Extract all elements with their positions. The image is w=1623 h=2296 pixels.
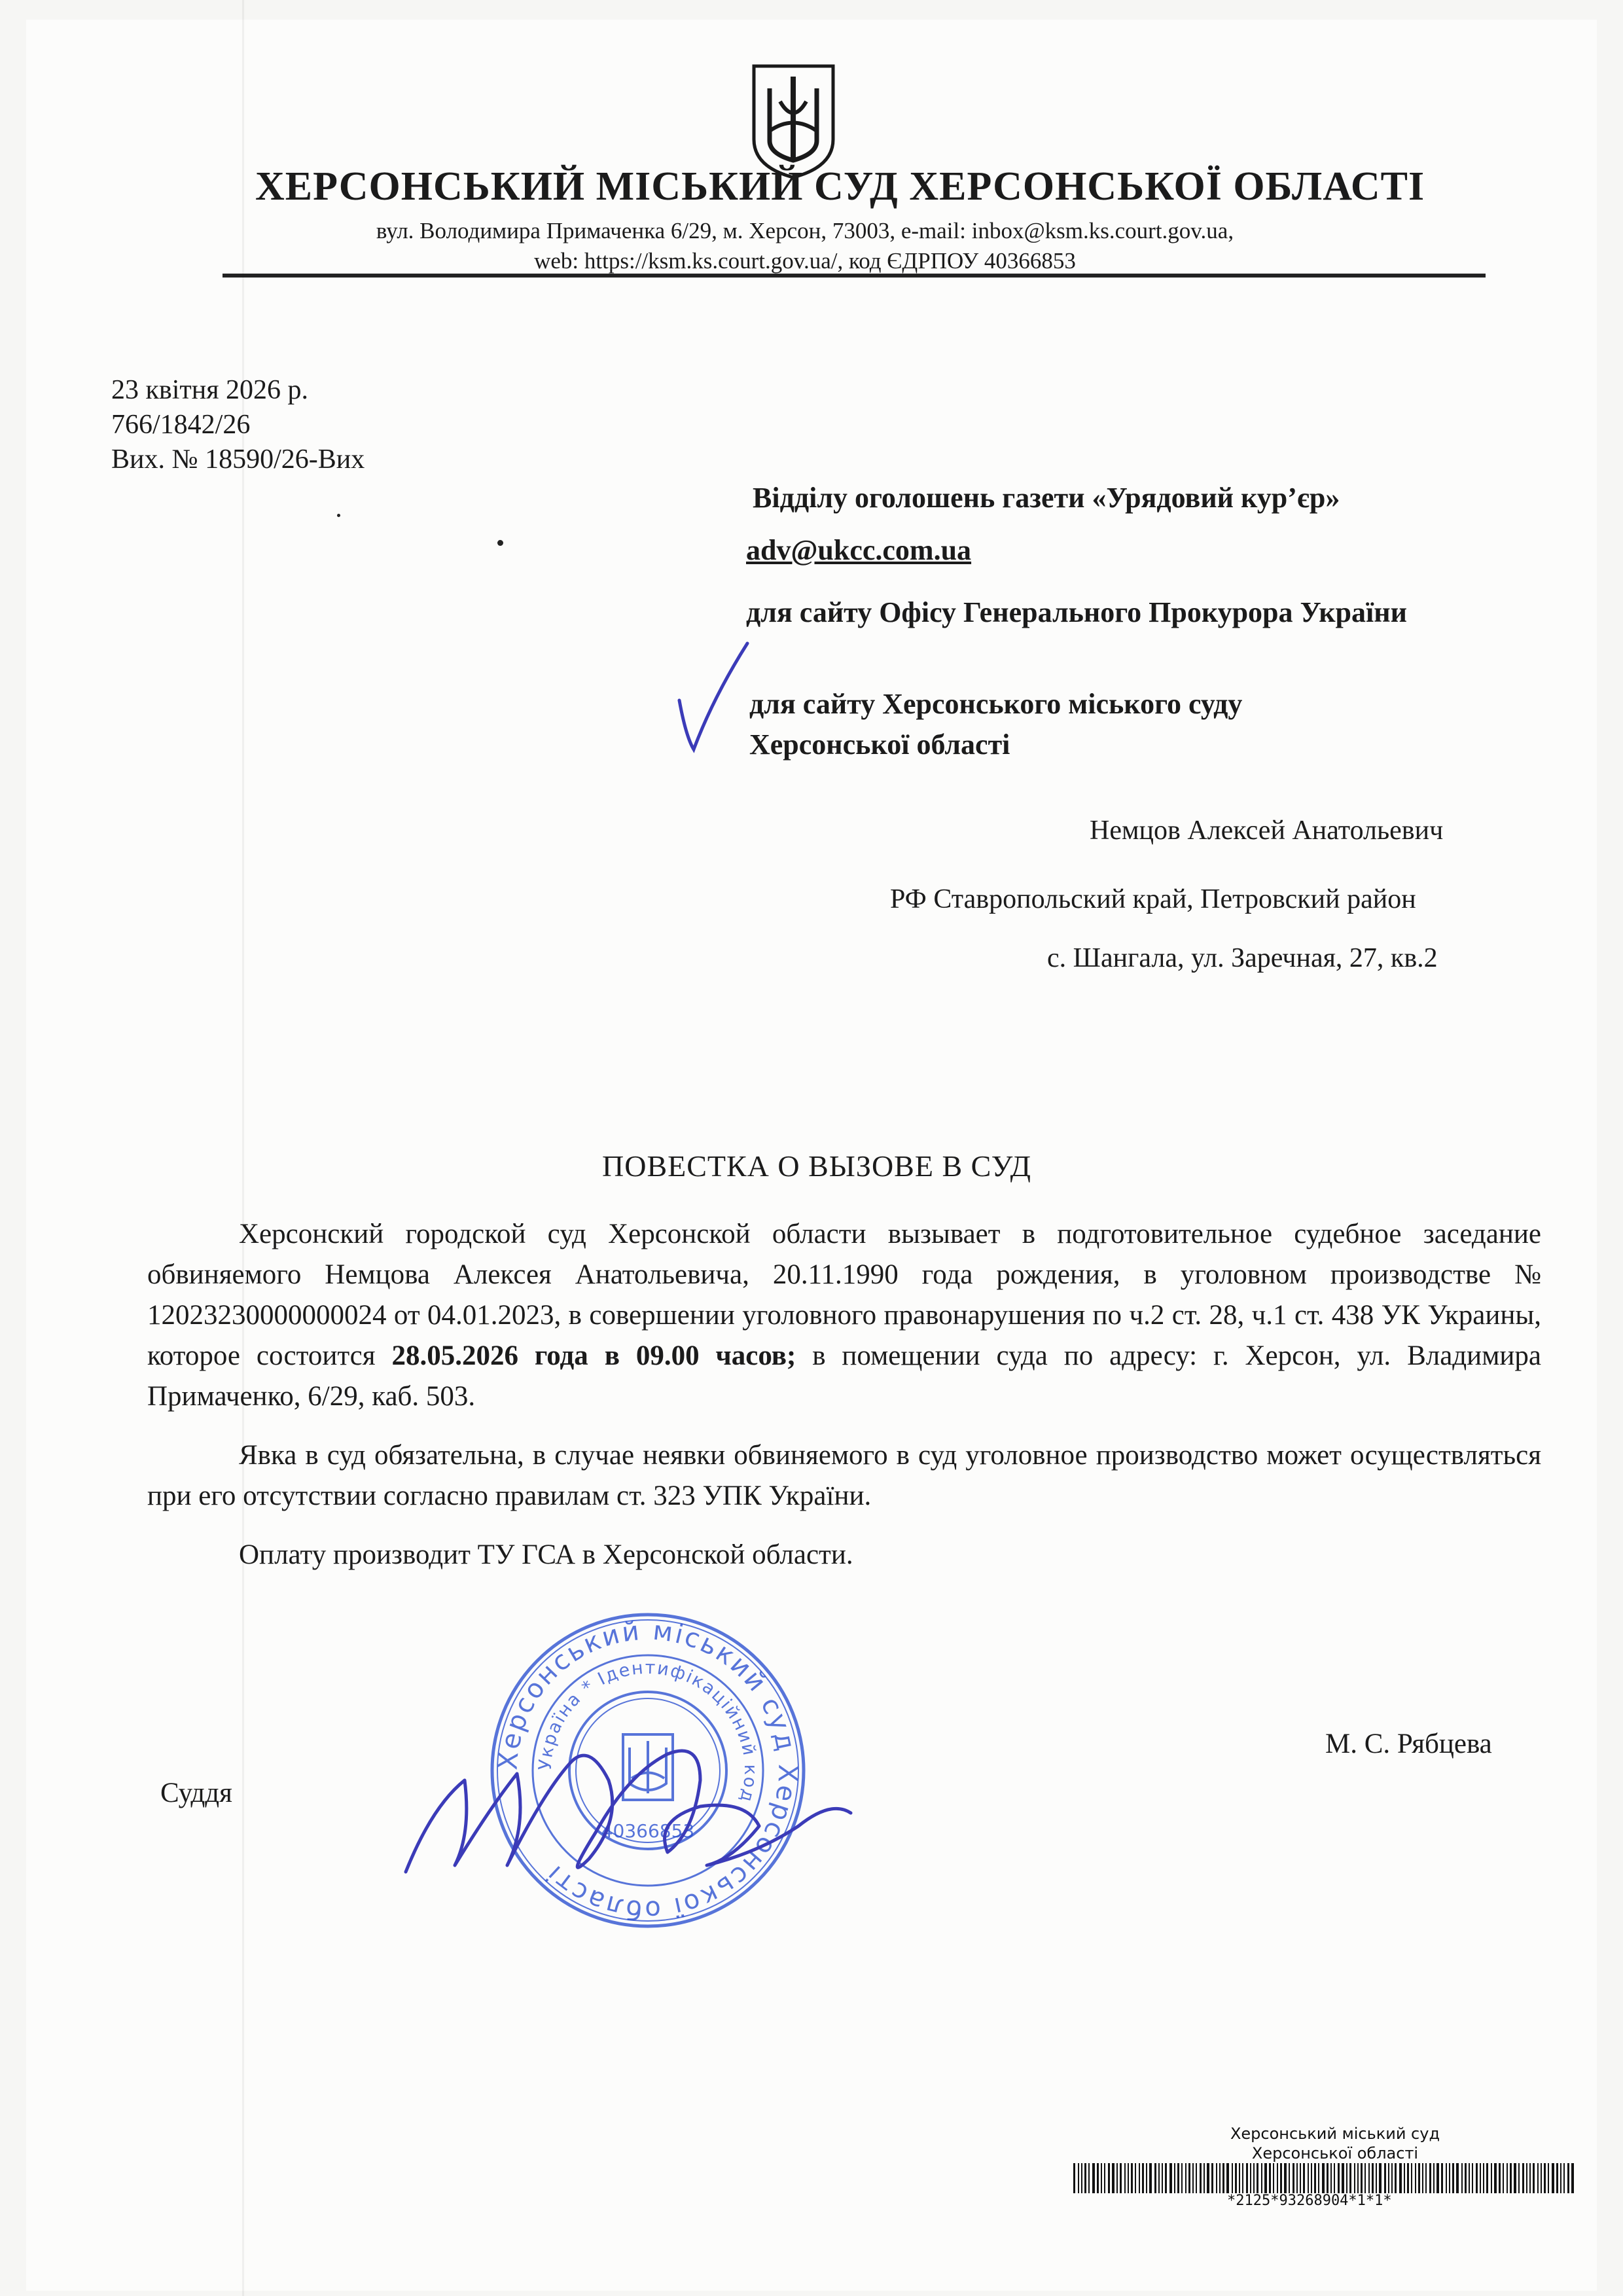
- barcode-bar: [1346, 2163, 1347, 2193]
- barcode-bar: [1169, 2163, 1172, 2193]
- barcode-bar: [1499, 2163, 1501, 2193]
- stamp-outer-text: Херсонський міський суд Херсонської області: [493, 1615, 803, 1926]
- barcode-bar: [1376, 2163, 1377, 2193]
- case-number: 766/1842/26: [111, 410, 251, 440]
- barcode-bar: [1293, 2163, 1294, 2193]
- barcode-bar: [1567, 2163, 1569, 2193]
- barcode-bar: [1395, 2163, 1397, 2193]
- barcode-bar: [1476, 2163, 1478, 2193]
- ink-speck: [497, 540, 503, 546]
- barcode-bar: [1308, 2163, 1309, 2193]
- summons-paragraph: [147, 1214, 1541, 1417]
- barcode-bar: [1284, 2163, 1287, 2193]
- barcode-bar: [1204, 2163, 1205, 2193]
- checkmark-icon: [674, 638, 753, 756]
- barcode-bar: [1507, 2163, 1508, 2193]
- barcode-bar: [1465, 2163, 1467, 2193]
- barcode-caption-line: Херсонської області: [1251, 2144, 1419, 2162]
- barcode-bar: [1364, 2163, 1366, 2193]
- barcode-bar: [1250, 2163, 1251, 2193]
- barcode-bar: [1456, 2163, 1459, 2193]
- barcode-bar: [1522, 2163, 1524, 2193]
- barcode-caption-line: Херсонський міський суд: [1230, 2125, 1440, 2143]
- addressee-street: с. Шангала, ул. Заречная, 27, кв.2: [1047, 943, 1438, 973]
- barcode-bar: [1552, 2163, 1554, 2193]
- barcode-bar: [1372, 2163, 1374, 2193]
- barcode-bar: [1108, 2163, 1110, 2193]
- ink-speck: [337, 514, 340, 517]
- recipient-court-line: для сайту Херсонського міського суду: [749, 688, 1243, 720]
- barcode-bar: [1526, 2163, 1527, 2193]
- barcode-bar: [1222, 2163, 1224, 2193]
- barcode-bar: [1192, 2163, 1194, 2193]
- barcode-bar: [1388, 2163, 1389, 2193]
- payment-paragraph: Оплату производит ТУ ГСА в Херсонской области.: [239, 1539, 853, 1570]
- barcode-caption: [1217, 2124, 1453, 2163]
- barcode-bar: [1533, 2163, 1535, 2193]
- barcode-number: *2125*93268904*1*1*: [1227, 2193, 1392, 2209]
- barcode-bar: [1135, 2163, 1136, 2193]
- barcode-bar: [1277, 2163, 1278, 2193]
- barcode-bar: [1165, 2163, 1167, 2193]
- barcode-bar: [1261, 2163, 1262, 2193]
- barcode: [1073, 2163, 1577, 2193]
- barcode-bar: [1269, 2163, 1271, 2193]
- barcode-bar: [1429, 2163, 1431, 2193]
- barcode-bar: [1407, 2163, 1409, 2193]
- barcode-bar: [1469, 2163, 1470, 2193]
- barcode-bar: [1104, 2163, 1105, 2193]
- barcode-bar: [1384, 2163, 1386, 2193]
- barcode-bar: [1342, 2163, 1344, 2193]
- barcode-bar: [1503, 2163, 1504, 2193]
- barcode-bar: [1158, 2163, 1160, 2193]
- barcode-bar: [1452, 2163, 1454, 2193]
- barcode-bar: [1226, 2163, 1229, 2193]
- header-divider: [223, 274, 1486, 278]
- court-name: ХЕРСОНСЬКИЙ МІСЬКИЙ СУД ХЕРСОНСЬКОЇ ОБЛАСТІ: [255, 164, 1425, 209]
- barcode-bar: [1128, 2163, 1129, 2193]
- barcode-bar: [1264, 2163, 1267, 2193]
- barcode-bar: [1354, 2163, 1355, 2193]
- barcode-bar: [1303, 2163, 1305, 2193]
- barcode-bar: [1338, 2163, 1340, 2193]
- barcode-bar: [1154, 2163, 1156, 2193]
- recipient-email-link[interactable]: adv@ukcc.com.ua: [746, 534, 972, 566]
- barcode-bar: [1425, 2163, 1427, 2193]
- barcode-bar: [1349, 2163, 1351, 2193]
- barcode-bar: [1273, 2163, 1274, 2193]
- summons-text: Херсонский городской суд Херсонской области вызывает в подготовительное судебное заседание обвиняемого Немцова Алексея Анатольевича, 20.11.1990 года рождения, в уголовном производстве № 12023230000000024 от 04.01.2023, в совершении уголовного правонарушения по ч.2 ст. 28, ч.1 ст. 438 УК Украины, которое состоится: [147, 1219, 1541, 1371]
- barcode-bar: [1174, 2163, 1175, 2193]
- web-line: web: https://ksm.ks.court.gov.ua/, код ЄДРПОУ 40366853: [534, 248, 1076, 274]
- barcode-bar: [1073, 2163, 1075, 2193]
- barcode-bar: [1327, 2163, 1329, 2193]
- barcode-bar: [1368, 2163, 1370, 2193]
- barcode-bar: [1441, 2163, 1443, 2193]
- barcode-bar: [1078, 2163, 1079, 2193]
- barcode-bar: [1399, 2163, 1402, 2193]
- barcode-bar: [1200, 2163, 1202, 2193]
- barcode-bar: [1181, 2163, 1183, 2193]
- addressee-region: РФ Ставропольский край, Петровский район: [890, 884, 1416, 914]
- barcode-bar: [1418, 2163, 1420, 2193]
- barcode-bar: [1257, 2163, 1258, 2193]
- barcode-bar: [1379, 2163, 1382, 2193]
- barcode-bar: [1296, 2163, 1298, 2193]
- barcode-bar: [1131, 2163, 1133, 2193]
- barcode-bar: [1232, 2163, 1233, 2193]
- barcode-bar: [1280, 2163, 1282, 2193]
- hearing-datetime: 28.05.2026 года в 09.00 часов;: [391, 1340, 796, 1371]
- stamp-inner-text: Україна * Ідентифікаційний код: [535, 1657, 761, 1806]
- document-meta: [111, 373, 365, 477]
- barcode-bar: [1300, 2163, 1301, 2193]
- recipient-court-line: Херсонської області: [749, 728, 1010, 761]
- barcode-bar: [1334, 2163, 1335, 2193]
- barcode-bar: [1162, 2163, 1163, 2193]
- barcode-bar: [1491, 2163, 1492, 2193]
- barcode-bar: [1541, 2163, 1542, 2193]
- attendance-paragraph: Явка в суд обязательна, в случае неявки обвиняемого в суд уголовное производство может осуществляться при его отсутствии согласно правилам ст. 323 УПК України.: [147, 1440, 1541, 1511]
- barcode-bar: [1436, 2163, 1439, 2193]
- barcode-bar: [1149, 2163, 1152, 2193]
- barcode-bar: [1446, 2163, 1447, 2193]
- barcode-bar: [1289, 2163, 1290, 2193]
- barcode-bar: [1139, 2163, 1140, 2193]
- barcode-bar: [1112, 2163, 1115, 2193]
- barcode-bar: [1196, 2163, 1197, 2193]
- barcode-bar: [1494, 2163, 1497, 2193]
- barcode-bar: [1514, 2163, 1516, 2193]
- barcode-bar: [1120, 2163, 1122, 2193]
- barcode-bar: [1146, 2163, 1147, 2193]
- barcode-bar: [1207, 2163, 1209, 2193]
- barcode-bar: [1318, 2163, 1319, 2193]
- barcode-bar: [1177, 2163, 1179, 2193]
- recipient-court-site: [749, 684, 1242, 765]
- barcode-bar: [1556, 2163, 1558, 2193]
- barcode-bar: [1404, 2163, 1405, 2193]
- barcode-bar: [1571, 2163, 1574, 2193]
- recipient-newspaper: Відділу оголошень газети «Урядовий кур’єр»: [753, 482, 1340, 514]
- barcode-bar: [1330, 2163, 1332, 2193]
- barcode-bar: [1124, 2163, 1126, 2193]
- barcode-bar: [1142, 2163, 1144, 2193]
- barcode-bar: [1361, 2163, 1363, 2193]
- barcode-bar: [1472, 2163, 1473, 2193]
- barcode-bar: [1235, 2163, 1237, 2193]
- outgoing-number: Вих. № 18590/26-Вих: [111, 444, 365, 475]
- barcode-bar: [1185, 2163, 1186, 2193]
- barcode-bar: [1529, 2163, 1531, 2193]
- stamp-code: 40366853: [601, 1820, 695, 1842]
- recipient-prosecutor-site: для сайту Офісу Генерального Прокурора України: [746, 596, 1407, 628]
- barcode-bar: [1518, 2163, 1520, 2193]
- barcode-bar: [1483, 2163, 1484, 2193]
- barcode-bar: [1216, 2163, 1217, 2193]
- barcode-bar: [1081, 2163, 1082, 2193]
- barcode-bar: [1088, 2163, 1090, 2193]
- barcode-bar: [1391, 2163, 1393, 2193]
- barcode-bar: [1480, 2163, 1481, 2193]
- barcode-bar: [1560, 2163, 1561, 2193]
- barcode-bar: [1239, 2163, 1240, 2193]
- judge-signature: [393, 1702, 864, 1918]
- barcode-bar: [1242, 2163, 1243, 2193]
- barcode-bar: [1510, 2163, 1512, 2193]
- binding-shadow: [242, 0, 244, 2296]
- barcode-bar: [1314, 2163, 1316, 2193]
- barcode-bar: [1357, 2163, 1359, 2193]
- barcode-bar: [1101, 2163, 1102, 2193]
- barcode-bar: [1116, 2163, 1118, 2193]
- summons-text-end: в помещении суда по адресу: г. Херсон, ул. Владимира Примаченко, 6/29, каб. 503.: [147, 1340, 1541, 1412]
- document-body: [147, 1214, 1541, 1594]
- barcode-bar: [1544, 2163, 1546, 2193]
- barcode-bar: [1097, 2163, 1099, 2193]
- barcode-bar: [1084, 2163, 1086, 2193]
- judge-role: Суддя: [160, 1778, 232, 1808]
- barcode-bar: [1311, 2163, 1312, 2193]
- barcode-bar: [1322, 2163, 1325, 2193]
- addressee-name: Немцов Алексей Анатольевич: [1090, 816, 1444, 846]
- barcode-bar: [1219, 2163, 1221, 2193]
- barcode-bar: [1537, 2163, 1539, 2193]
- barcode-bar: [1246, 2163, 1248, 2193]
- barcode-bar: [1092, 2163, 1095, 2193]
- barcode-bar: [1422, 2163, 1423, 2193]
- document-title: ПОВЕСТКА О ВЫЗОВЕ В СУД: [602, 1149, 1032, 1183]
- barcode-bar: [1486, 2163, 1488, 2193]
- barcode-bar: [1433, 2163, 1435, 2193]
- court-address: [281, 216, 1329, 276]
- barcode-bar: [1253, 2163, 1255, 2193]
- barcode-bar: [1415, 2163, 1416, 2193]
- judge-name: М. С. Рябцева: [1325, 1729, 1492, 1759]
- barcode-bar: [1211, 2163, 1213, 2193]
- barcode-bar: [1411, 2163, 1412, 2193]
- address-line: вул. Володимира Примаченка 6/29, м. Херсон, 73003, e-mail: inbox@ksm.ks.court.gov.ua,: [376, 218, 1234, 243]
- barcode-bar: [1563, 2163, 1565, 2193]
- document-date: 23 квітня 2026 р.: [111, 375, 309, 405]
- barcode-bar: [1188, 2163, 1190, 2193]
- barcode-bar: [1449, 2163, 1450, 2193]
- coat-of-arms-icon: [746, 62, 841, 180]
- barcode-bar: [1548, 2163, 1549, 2193]
- barcode-bar: [1461, 2163, 1463, 2193]
